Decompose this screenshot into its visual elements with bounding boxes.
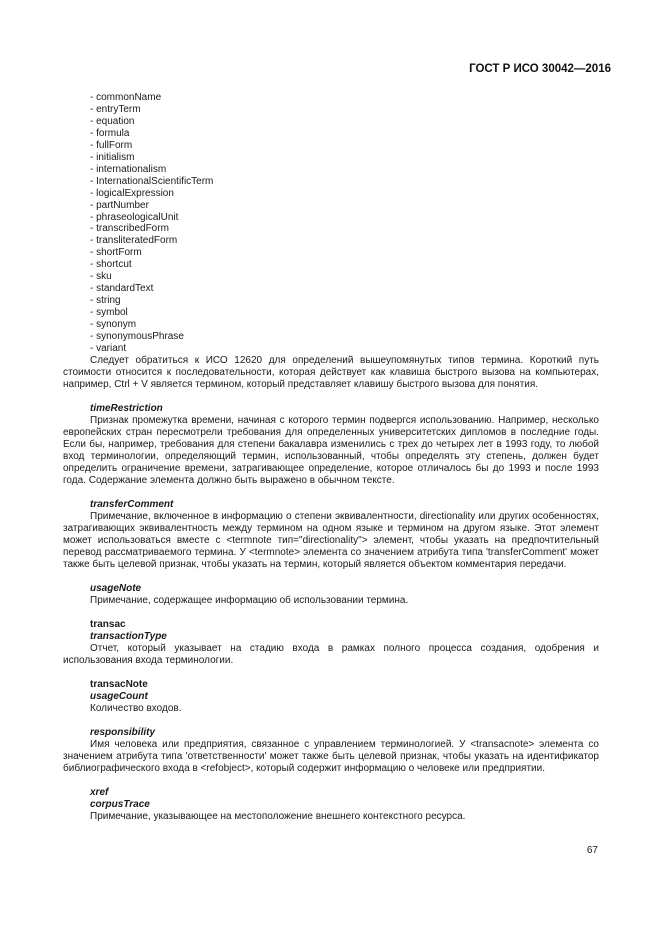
term-heading: transac [90, 618, 126, 630]
term-heading: timeRestriction [90, 402, 163, 414]
term-subheading: corpusTrace [90, 798, 150, 810]
list-item: - symbol [90, 307, 128, 319]
list-item: - variant [90, 343, 127, 355]
list-item: - initialism [90, 151, 135, 163]
term-description: Примечание, указывающее на местоположение внешнего контекстного ресурса. [90, 810, 466, 822]
term-description: Количество входов. [90, 702, 182, 714]
term-subheading: transactionType [90, 630, 167, 642]
section-transfer-comment [63, 499, 599, 571]
list-item: - partNumber [90, 199, 149, 211]
section-time-restriction [63, 403, 599, 487]
page-number: 67 [586, 845, 598, 856]
list-item: - string [90, 295, 121, 307]
term-subheading: usageCount [90, 690, 148, 702]
list-item: - synonym [90, 319, 137, 331]
list-item: - phraseologicalUnit [90, 211, 179, 223]
term-description: Примечание, содержащее информацию об использовании термина. [90, 594, 409, 606]
term-heading: usageNote [90, 582, 142, 594]
list-item: - transliteratedForm [90, 235, 178, 247]
list-item: - formula [90, 127, 130, 139]
term-heading: transferComment [90, 498, 174, 510]
list-item: - synonymousPhrase [90, 331, 184, 343]
term-type-list [63, 92, 599, 355]
list-item: - fullForm [90, 139, 133, 151]
section-transac [63, 619, 599, 667]
term-heading: transacNote [90, 678, 148, 690]
term-description: Примечание, включенное в информацию о степени эквивалентности, directionality или других особенностях, затрагивающих эквивалентность между термином на одном языке и термином на другом языке. Этот элемент может использоваться вместе с <termnote тип="directionality"> элемент, чтобы указать на предпочтительный перевод рассматриваемого термина. У <termnote> элемента со значением атрибута типа 'transferComment' может также быть целевой признак, чтобы указать на термин, который является объектом комментария передачи. [63, 510, 599, 570]
list-item: - sku [90, 271, 112, 283]
list-item: - logicalExpression [90, 187, 174, 199]
term-description: Отчет, который указывает на стадию входа в рамках полного процесса создания, одобрения и использования входа терминологии. [63, 642, 599, 666]
section-responsibility [63, 727, 599, 775]
list-item: - InternationalScientificTerm [90, 175, 214, 187]
document-header: ГОСТ Р ИСО 30042—2016 [469, 63, 611, 75]
list-item: - internationalism [90, 163, 167, 175]
list-item: - entryTerm [90, 103, 141, 115]
term-description: Имя человека или предприятия, связанное с управлением терминологией. У <transacnote> элемента со значением атрибута типа 'ответственности' может также быть целевой признак, чтобы указать на идентификатор библиографического входа в <refobject>, который содержит информацию о человеке или предприятии. [63, 738, 599, 774]
term-heading: responsibility [90, 726, 156, 738]
term-heading: xref [90, 786, 109, 798]
term-description: Признак промежутка времени, начиная с которого термин подвергся использованию. Например, несколько европейских стран пересмотрели требования для определенных университетских дипломов в последние годы. Если бы, например, требования для степени бакалавра изменились с трех до четырех лет в 1993 году, то любой вход терминологии, определяющий термин, использованный, чтобы определять эту степень, должен будет определить ограничение времени, затрагивающее определение, которое отличалось бы до 1993 и после 1993 года. Содержание элемента должно быть выражено в обычном тексте. [63, 414, 599, 486]
list-item: - shortForm [90, 247, 142, 259]
section-usage-note [63, 583, 599, 607]
list-item: - shortcut [90, 259, 132, 271]
list-item: - equation [90, 115, 135, 127]
section-transac-note [63, 679, 599, 715]
list-item: - standardText [90, 283, 154, 295]
page-content [63, 92, 599, 823]
section-xref [63, 787, 599, 823]
intro-paragraph: Следует обратиться к ИСО 12620 для определений вышеупомянутых типов термина. Короткий путь стоимости относится к последовательности, которая действует как клавиша быстрого вызова на компьютерах, например, Ctrl + V является термином, который представляет клавишу быстрого вызова для понятия. [63, 354, 599, 390]
list-item: - transcribedForm [90, 223, 169, 235]
list-item: - commonName [90, 92, 162, 103]
